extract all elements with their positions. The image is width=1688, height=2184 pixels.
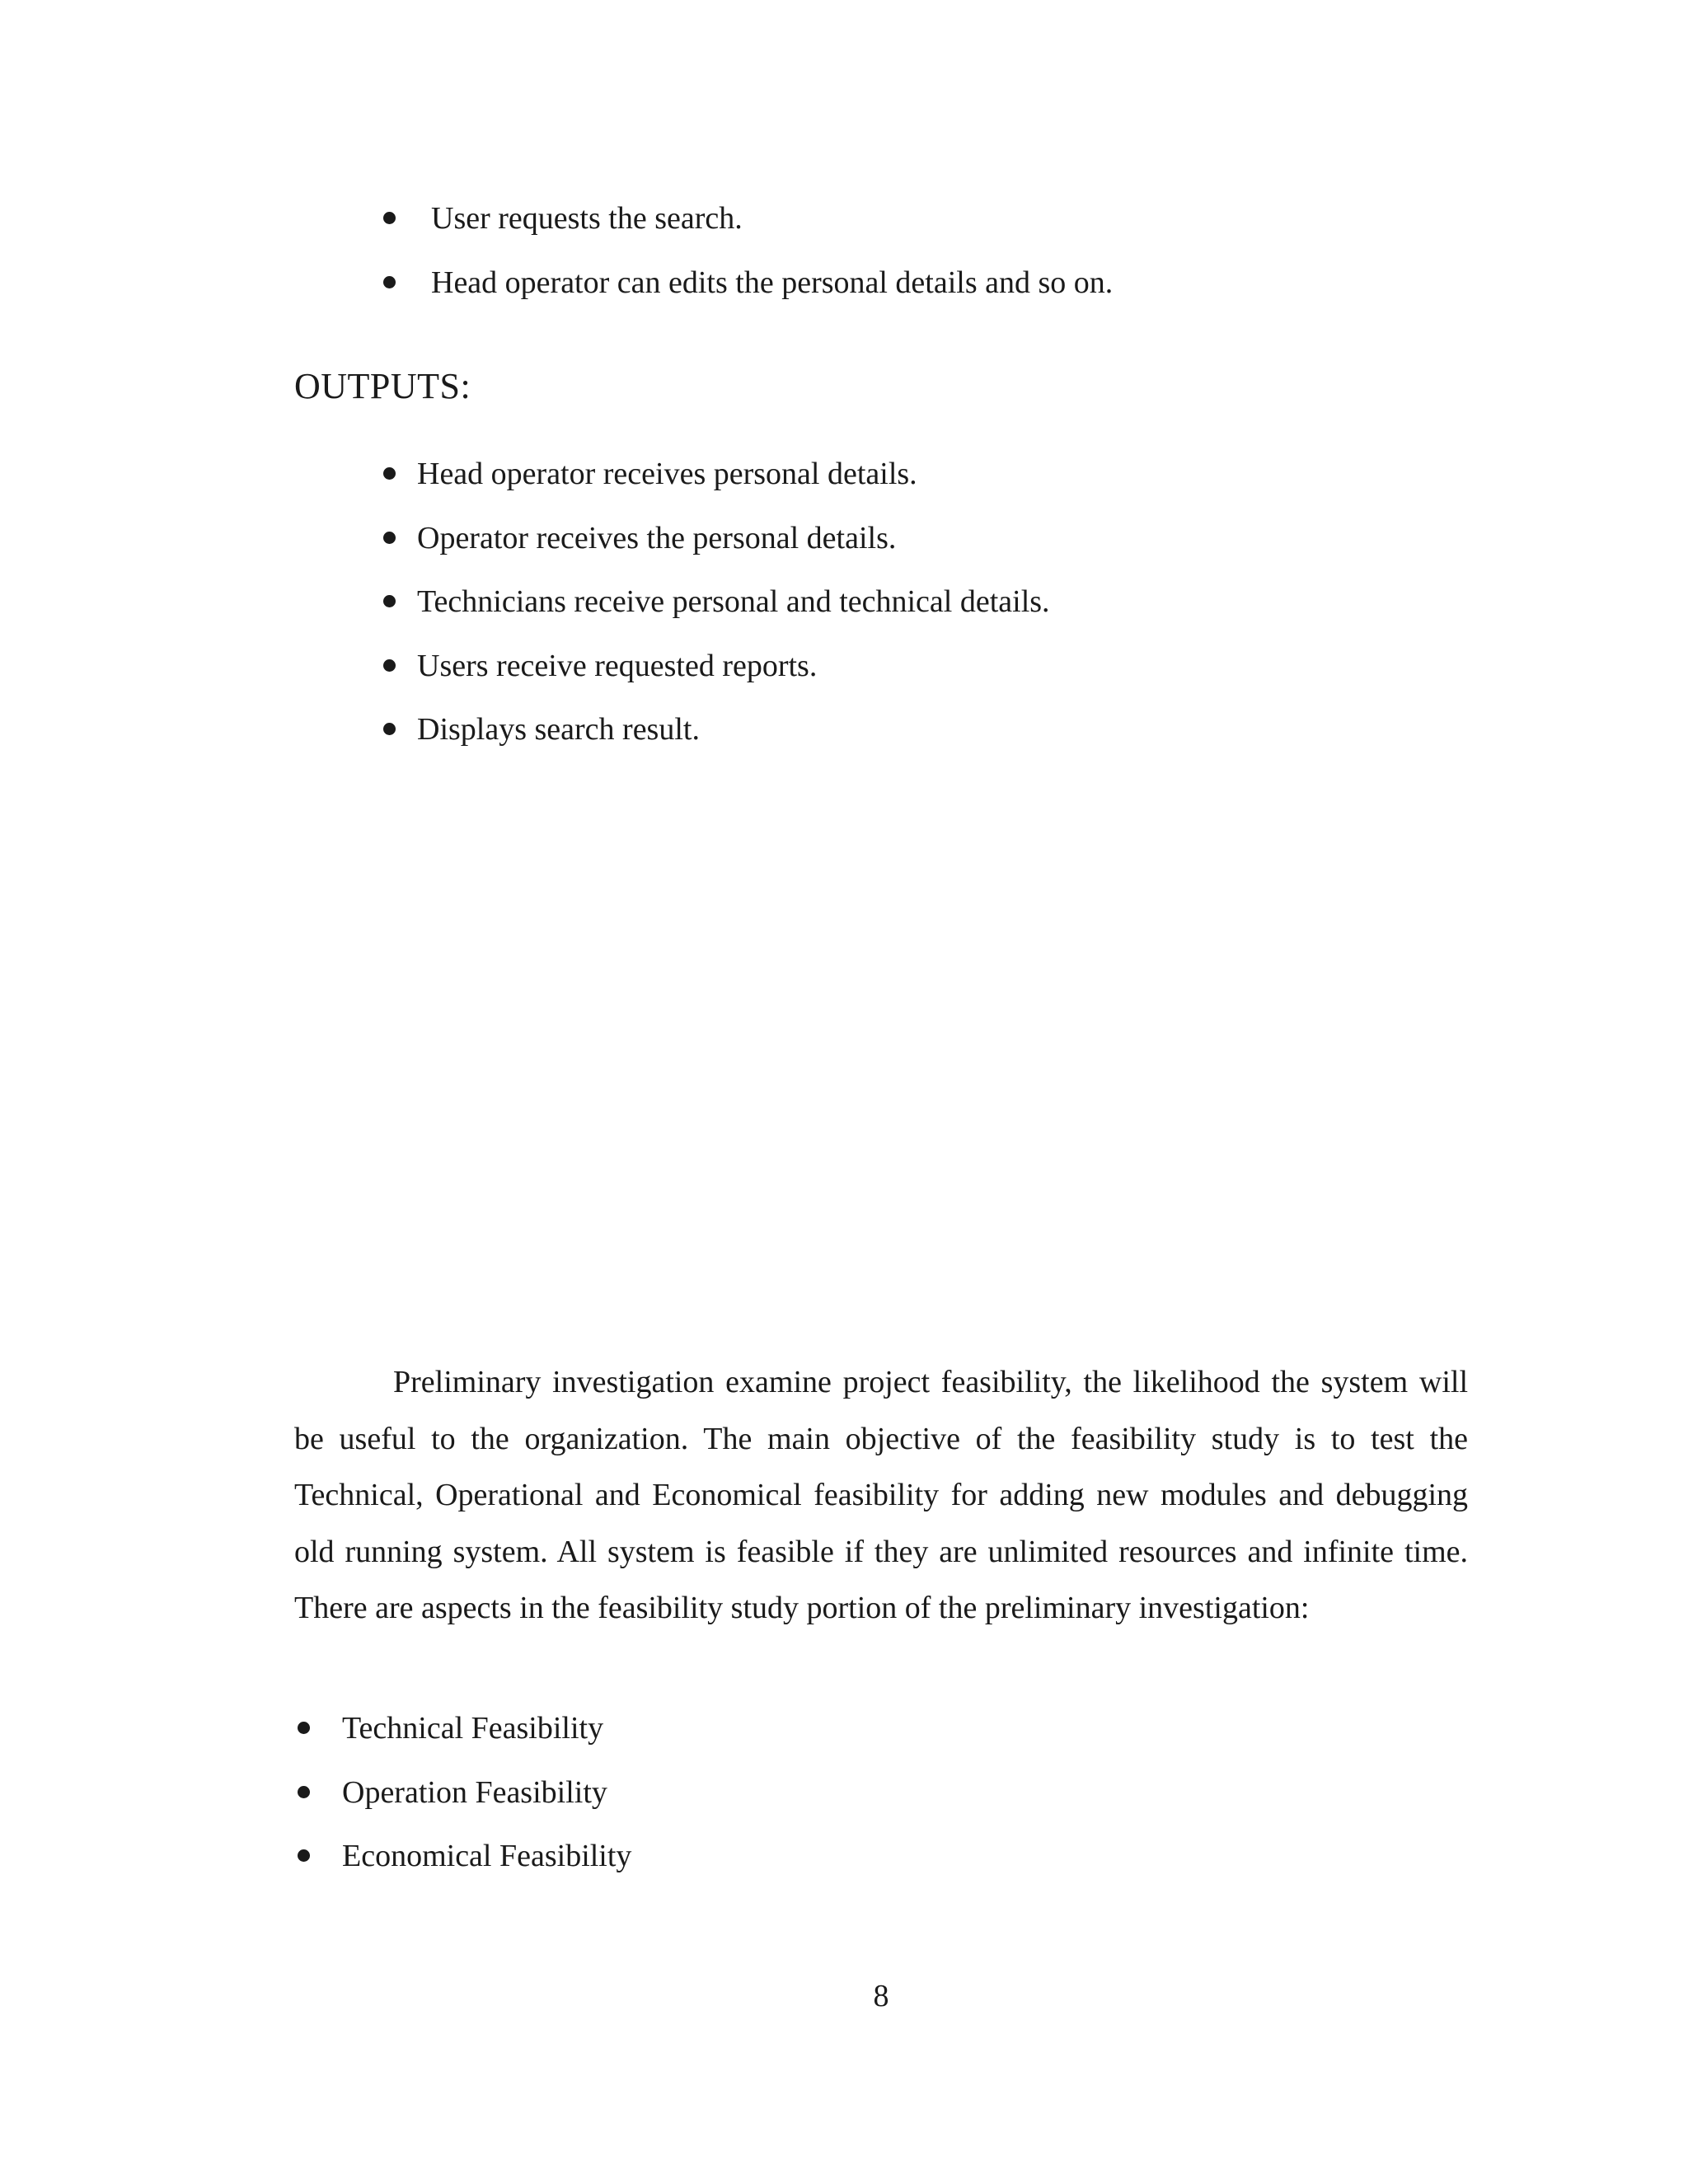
list-item-text: Technical Feasibility (342, 1711, 604, 1746)
list-item (383, 456, 1050, 520)
list-item-text: Economical Feasibility (342, 1839, 632, 1873)
list-item-text: Operation Feasibility (342, 1774, 607, 1810)
bullet-icon (298, 1849, 310, 1862)
list-item (383, 648, 1050, 712)
bullet-icon (383, 212, 396, 224)
inputs-continued-list (383, 200, 1113, 329)
list-item (383, 583, 1050, 648)
page-number: 8 (873, 1979, 889, 2013)
list-item-text: Operator receives the personal details. (417, 520, 897, 555)
list-item-text: User requests the search. (431, 201, 743, 236)
list-item (383, 265, 1113, 329)
outputs-heading: OUTPUTS: (294, 366, 471, 406)
outputs-list (383, 456, 1050, 776)
list-item (383, 711, 1050, 776)
bullet-icon (383, 532, 396, 544)
list-item (294, 1838, 631, 1902)
bullet-icon (298, 1786, 310, 1798)
list-item-text: Users receive requested reports. (417, 648, 818, 683)
list-item (294, 1774, 631, 1839)
bullet-icon (383, 595, 396, 607)
bullet-icon (383, 276, 396, 288)
feasibility-paragraph: Preliminary investigation examine project feasibility, the likelihood the system will be useful to the organization. The main objective of the feasibility study is to test the Technical, Operational and Economical feasibility for adding new modules and debugging old running system. All system is feasible if they are unlimited resources and infinite time. There are aspects in the feasibility study portion of the preliminary investigation: (294, 1365, 1468, 1625)
list-item-text: Technicians receive personal and technical details. (417, 584, 1050, 619)
list-item-text: Displays search result. (417, 712, 700, 747)
list-item (294, 1710, 631, 1774)
bullet-icon (383, 659, 396, 672)
list-item-text: Head operator receives personal details. (417, 457, 917, 491)
bullet-icon (383, 723, 396, 735)
list-item (383, 520, 1050, 584)
list-item-text: Head operator can edits the personal details and so on. (431, 265, 1114, 300)
list-item (383, 200, 1113, 265)
bullet-icon (298, 1722, 310, 1734)
bullet-icon (383, 467, 396, 480)
feasibility-list (294, 1710, 631, 1902)
